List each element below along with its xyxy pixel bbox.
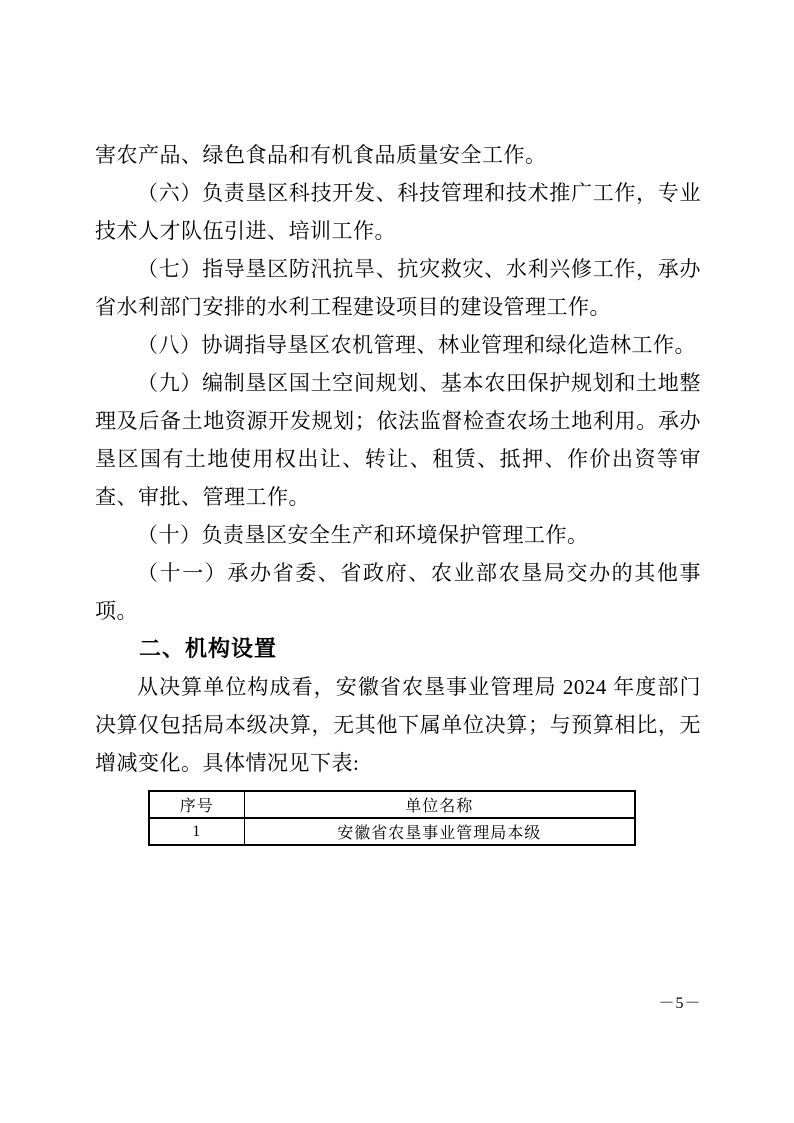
body-paragraph: （十一）承办省委、省政府、农业部农垦局交办的其他事项。 [95, 561, 701, 623]
table-cell-no: 1 [149, 818, 244, 845]
page-number: －5－ [658, 995, 702, 1012]
body-paragraph: 害农产品、绿色食品和有机食品质量安全工作。 [95, 143, 547, 167]
body-paragraph: （十）负责垦区安全生产和环境保护管理工作。 [137, 523, 589, 547]
body-paragraph: （七）指导垦区防汛抗旱、抗灾救灾、水利兴修工作，承办省水利部门安排的水利工程建设项目的建设管理工作。 [95, 257, 701, 319]
section-paragraph: 从决算单位构成看，安徽省农垦事业管理局 2024 年度部门决算仅包括局本级决算，无其他下属单位决算；与预算相比，无增减变化。具体情况见下表: [95, 675, 701, 775]
table-cell-name: 安徽省农垦事业管理局本级 [244, 818, 635, 845]
body-paragraph: （六）负责垦区科技开发、科技管理和技术推广工作，专业技术人才队伍引进、培训工作。 [95, 181, 701, 243]
table-header-row [149, 791, 635, 818]
table-row [149, 818, 635, 845]
unit-table [148, 790, 636, 846]
body-paragraph: （八）协调指导垦区农机管理、林业管理和绿化造林工作。 [137, 333, 696, 357]
body-paragraph: （九）编制垦区国土空间规划、基本农田保护规划和土地整理及后备土地资源开发规划；依法监督检查农场土地利用。承办垦区国有土地使用权出让、转让、租赁、抵押、作价出资等审查、审批、管理工作。 [95, 371, 701, 509]
page-content [95, 136, 701, 846]
table-header-no: 序号 [149, 791, 244, 818]
section-heading: 二、机构设置 [139, 636, 278, 661]
table-header-name: 单位名称 [244, 791, 635, 818]
